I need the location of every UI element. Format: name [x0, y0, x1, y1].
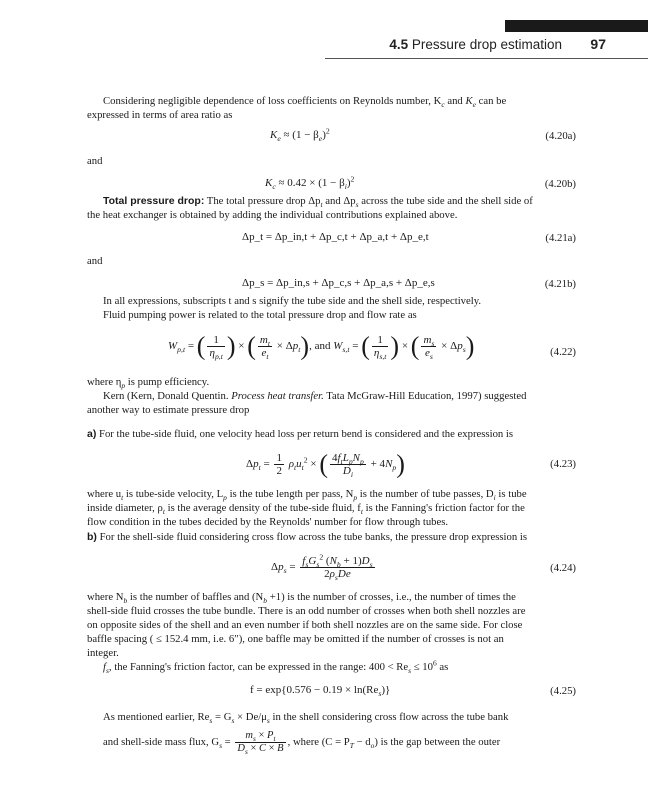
intro-line-1: Considering negligible dependence of loss coefficients on Reynolds number, $K_c$ and $K_e$ can be: [103, 95, 507, 110]
pumping-power-line: Fluid pumping power is related to the total pressure drop and flow rate as: [103, 309, 417, 321]
kern-line-1: Kern (Kern, Donald Quentin. Process heat transfer. Tata McGraw-Hill Education, 1997) suggested: [103, 390, 527, 402]
equation-4-21b: Δp_s = Δp_in,s + Δp_c,s + Δp_a,s + Δp_e,s: [242, 277, 435, 289]
equation-4-25: $f = \exp\{0.576 - 0.19 \times \ln(Re_s)\}$: [250, 684, 391, 699]
total-pressure-drop-line-2: the heat exchanger is obtained by adding the individual contributions explained above.: [87, 209, 458, 221]
equation-4-23: $\Delta p_t$ = $\frac{1}{2}$ $\rho_tu_t^2$ × ( $\frac{4f_tL_pN_p}{D_i}$ + $4N_p$): [246, 449, 405, 480]
header-bar: [505, 20, 648, 32]
kern-line-2: another way to estimate pressure drop: [87, 404, 250, 416]
subscripts-line: In all expressions, subscripts t and s signify the tube side and the shell side, respectively.: [103, 295, 482, 307]
mass-flux-line: and shell-side mass flux, $G_s$ = $\frac{m_s \times P_t}{D_s \times C \times B}$ , where $(C = P_T - d_o)$ is the gap between the outer: [103, 730, 501, 757]
equation-number-4-23: (4.23): [550, 458, 576, 470]
equation-4-24: $\Delta p_s$ = $\frac{f_sG_s^2 (N_b + 1)D_s}{2\rho_sDe}$: [271, 552, 373, 583]
mentioned-earlier-line: As mentioned earlier, $Re_s = G_s \times De/\mu_s$ in the shell considering cross flow across the tube bank: [103, 711, 509, 726]
equation-number-4-20a: (4.20a): [545, 130, 576, 142]
equation-number-4-20b: (4.20b): [544, 178, 576, 190]
page-number: 97: [590, 36, 606, 52]
item-a: a) For the tube-side fluid, one velocity head loss per return bend is considered and the expression is: [87, 428, 514, 440]
shell-side-where-2: shell-side fluid crosses the tube bundle. There is an odd number of crosses when both shell nozzles are: [87, 605, 526, 617]
tube-side-where-1: where $u_t$ is tube-side velocity, $L_p$ is the tube length per pass, $N_p$ is the number of tube passes, $D_i$ is tube: [87, 488, 527, 503]
page-header: [0, 33, 648, 59]
and-text-2: and: [87, 255, 103, 267]
shell-side-where-3: on opposite sides of the shell and an even number if both shell nozzles are on the same side. For close: [87, 619, 523, 631]
equation-4-20a: $K_e \approx (1 - \beta_e)^2$: [270, 126, 330, 144]
friction-factor-line: $f_s$, the Fanning's friction factor, can be expressed in the range: $400 < Re_s \le 10^6$ as: [103, 658, 449, 676]
equation-number-4-24: (4.24): [550, 562, 576, 574]
pump-efficiency-line: where $\eta_p$ is pump efficiency.: [87, 376, 210, 391]
tube-side-where-3: flow condition in the tubes decided by the Reynolds' number for flow through tubes.: [87, 516, 449, 528]
equation-number-4-22: (4.22): [550, 346, 576, 358]
item-b: b) For the shell-side fluid considering cross flow across the tube banks, the pressure drop expression is: [87, 531, 528, 543]
equation-4-21a: Δp_t = Δp_in,t + Δp_c,t + Δp_a,t + Δp_e,t: [242, 231, 429, 243]
equation-number-4-21a: (4.21a): [545, 232, 576, 244]
shell-side-where-4: baffle spacing ( ≤ 152.4 mm, i.e. 6″), one baffle may be omitted if the number of crosses is not an: [87, 633, 504, 645]
equation-number-4-21b: (4.21b): [544, 278, 576, 290]
total-pressure-drop-line-1: Total pressure drop: The total pressure drop $\Delta p_t$ and $\Delta p_s$ across the tube side and the shell side of: [103, 195, 533, 210]
intro-line-2: expressed in terms of area ratio as: [87, 109, 233, 121]
equation-4-22: $W_{p,t}$ = ( $\frac{1}{\eta_{p,t}}$ ) × ( $\frac{m_t}{e_t}$ × $\Delta p_t$), and $W_{s,t}$ = ( $\frac{1}{\eta_{s,t}}$ ) × ( $\frac{m_s}{e_s}$ × $\Delta p_s$): [168, 331, 475, 362]
running-title: 4.5 Pressure drop estimation: [389, 37, 562, 52]
header-rule: [325, 58, 648, 59]
shell-side-where-1: where $N_b$ is the number of baffles and $(N_b +1)$ is the number of crosses, i.e., the number of times the: [87, 591, 516, 606]
tube-side-where-2: inside diameter, $\rho_t$ is the average density of the tube-side fluid, $f_t$ is the Fanning's friction factor for the: [87, 502, 525, 517]
equation-number-4-25: (4.25): [550, 685, 576, 697]
shell-side-where-5: integer.: [87, 647, 119, 659]
and-text-1: and: [87, 155, 103, 167]
equation-4-20b: $K_c \approx 0.42 \times (1 - \beta_i)^2$: [265, 174, 355, 192]
